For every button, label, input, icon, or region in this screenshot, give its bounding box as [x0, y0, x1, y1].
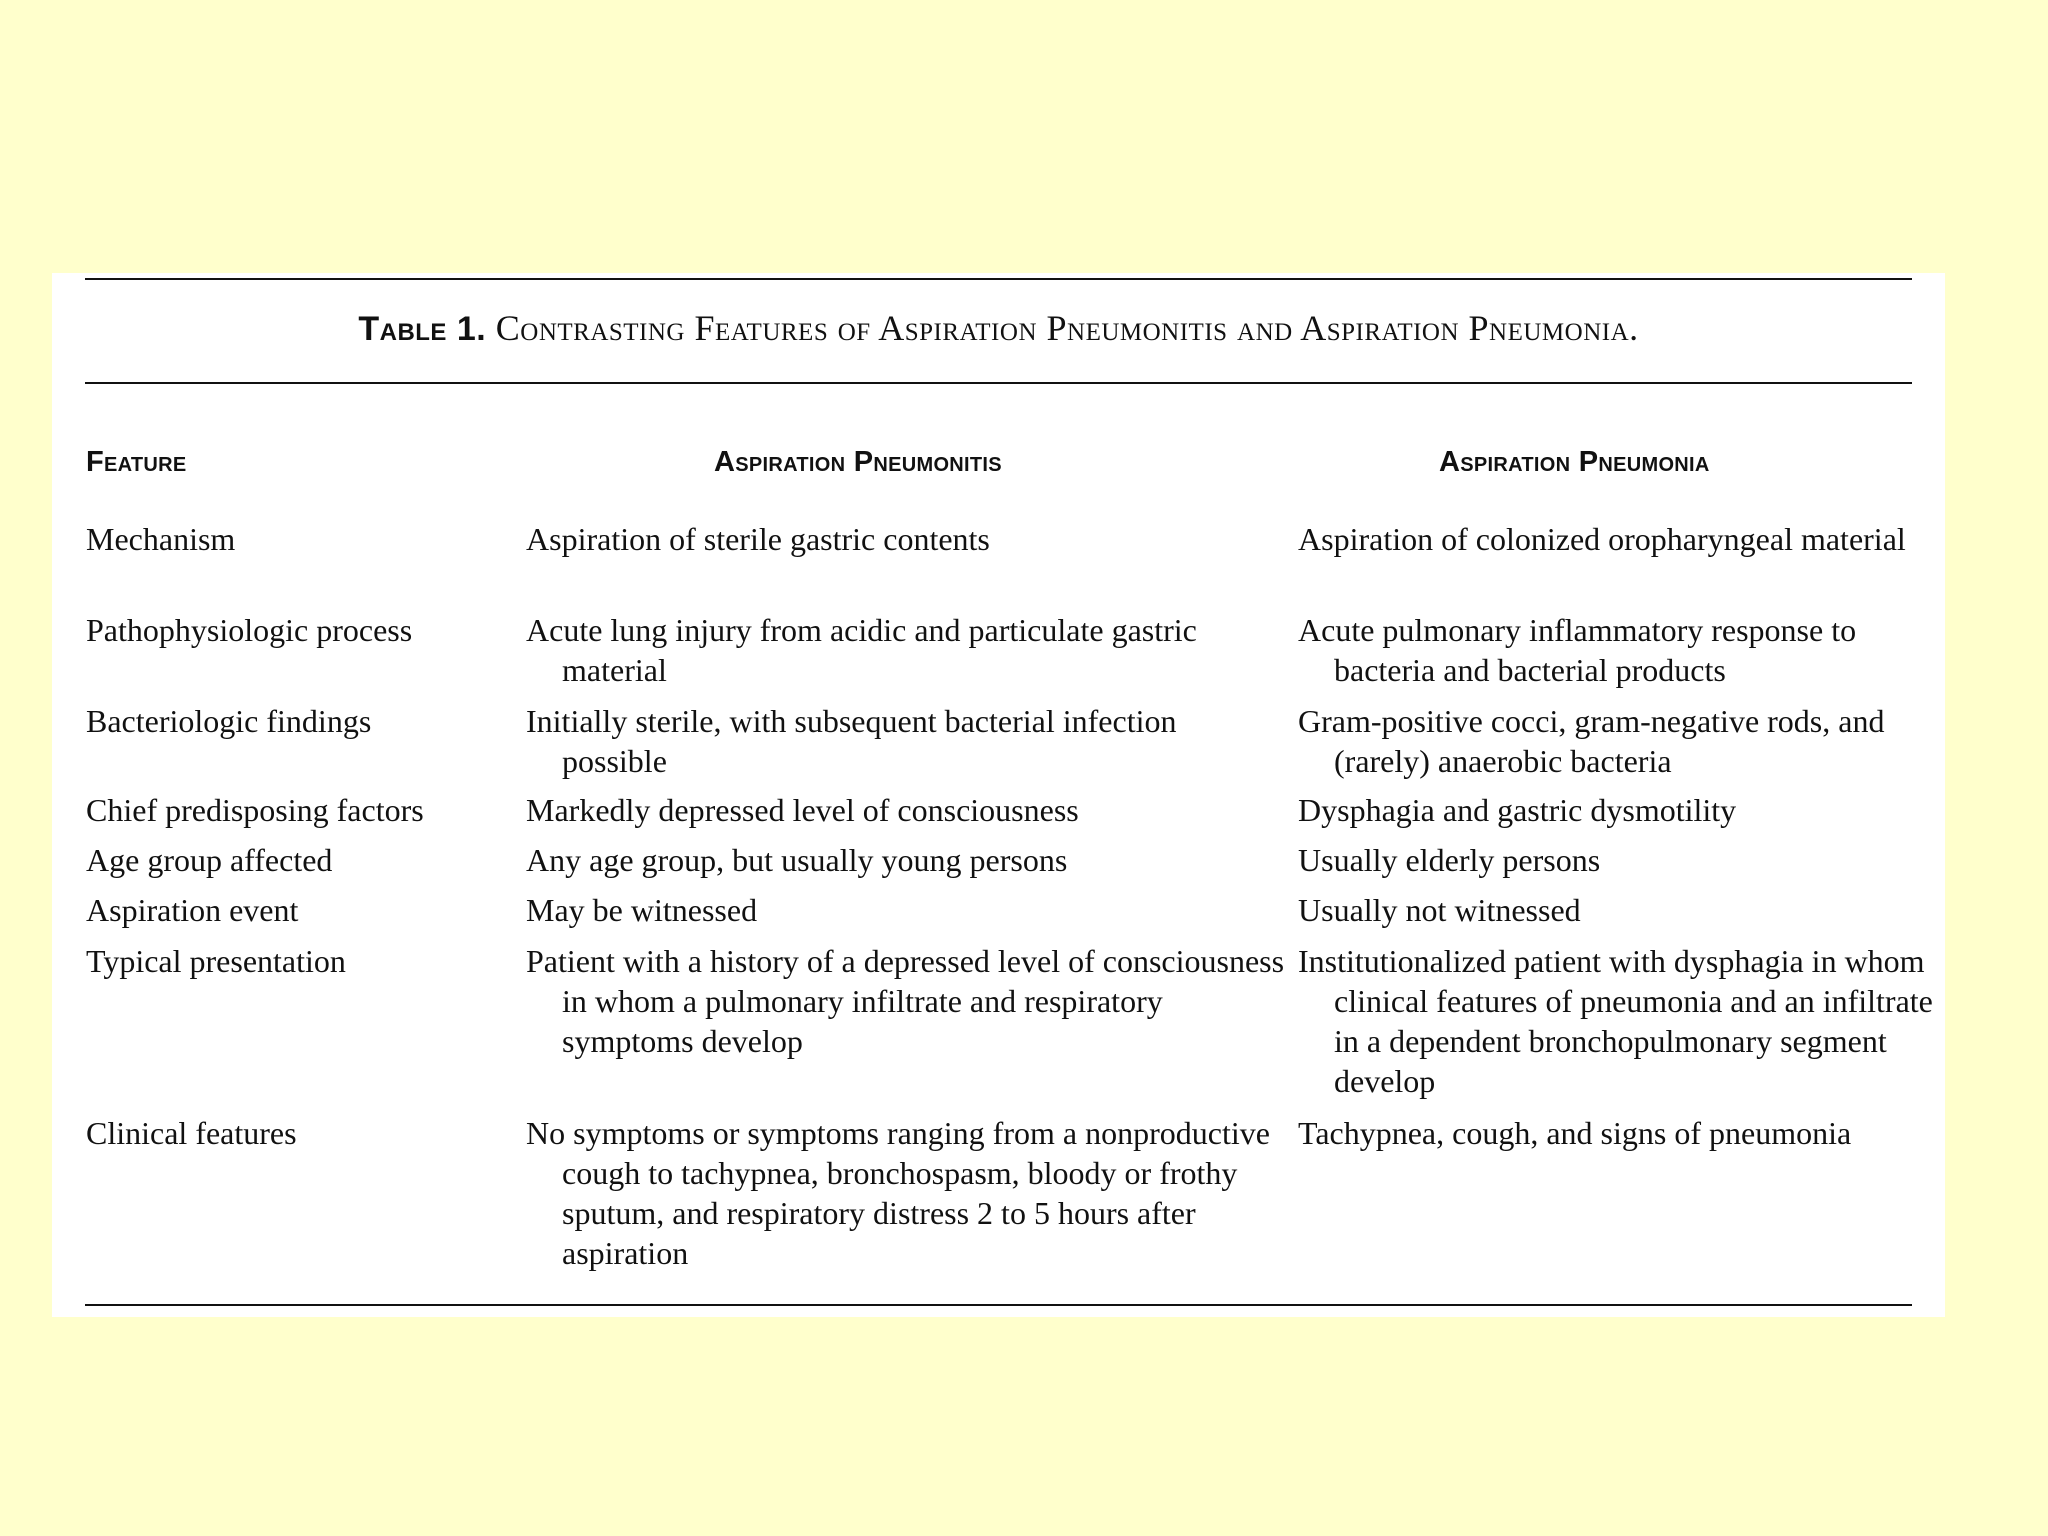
bottom-rule: [85, 1304, 1912, 1306]
column-header-pneumonitis: Aspiration Pneumonitis: [714, 446, 1002, 478]
pneumonitis-cell: Initially sterile, with subsequent bacterial infection possible: [526, 703, 1177, 779]
pneumonitis-cell: Any age group, but usually young persons: [526, 842, 1068, 878]
pneumonitis-cell: No symptoms or symptoms ranging from a nonproductive cough to tachypnea, bronchospasm, bloody or frothy sputum, and respiratory distress 2 to 5 hours after aspiration: [526, 1115, 1270, 1271]
column-header-pneumonia: Aspiration Pneumonia: [1439, 446, 1710, 478]
feature-cell: Mechanism: [86, 521, 236, 557]
table-panel: [52, 273, 1945, 1317]
feature-cell: Bacteriologic findings: [86, 703, 372, 739]
pneumonitis-cell: Aspiration of sterile gastric contents: [526, 521, 990, 557]
feature-cell: Clinical features: [86, 1115, 297, 1151]
pneumonia-cell: Tachypnea, cough, and signs of pneumonia: [1298, 1115, 1852, 1151]
pneumonia-cell: Usually not witnessed: [1298, 892, 1581, 928]
table-caption: [52, 307, 1945, 349]
pneumonia-cell: Gram-positive cocci, gram-negative rods, and (rarely) anaerobic bacteria: [1298, 703, 1885, 779]
feature-cell: Aspiration event: [86, 892, 299, 928]
table-title: Contrasting Features of Aspiration Pneumonitis and Aspiration Pneumonia.: [495, 308, 1639, 348]
pneumonia-cell: Institutionalized patient with dysphagia in whom clinical features of pneumonia and an infiltrate in a dependent bronchopulmonary segment develop: [1298, 943, 1933, 1099]
pneumonia-cell: Dysphagia and gastric dysmotility: [1298, 792, 1737, 828]
column-header-feature: Feature: [86, 446, 187, 478]
table-label: Table 1.: [358, 310, 487, 348]
top-rule: [85, 278, 1912, 280]
feature-cell: Typical presentation: [86, 943, 346, 979]
feature-cell: Pathophysiologic process: [86, 612, 413, 648]
pneumonitis-cell: May be witnessed: [526, 892, 758, 928]
pneumonitis-cell: Patient with a history of a depressed level of consciousness in whom a pulmonary infiltrate and respiratory symptoms develop: [526, 943, 1285, 1059]
pneumonitis-cell: Markedly depressed level of consciousness: [526, 792, 1079, 828]
pneumonitis-cell: Acute lung injury from acidic and particulate gastric material: [526, 612, 1197, 688]
pneumonia-cell: Usually elderly persons: [1298, 842, 1601, 878]
feature-cell: Chief predisposing factors: [86, 792, 424, 828]
feature-cell: Age group affected: [86, 842, 333, 878]
caption-rule: [85, 382, 1912, 384]
pneumonia-cell: Acute pulmonary inflammatory response to bacteria and bacterial products: [1298, 612, 1857, 688]
pneumonia-cell: Aspiration of colonized oropharyngeal material: [1298, 521, 1906, 557]
